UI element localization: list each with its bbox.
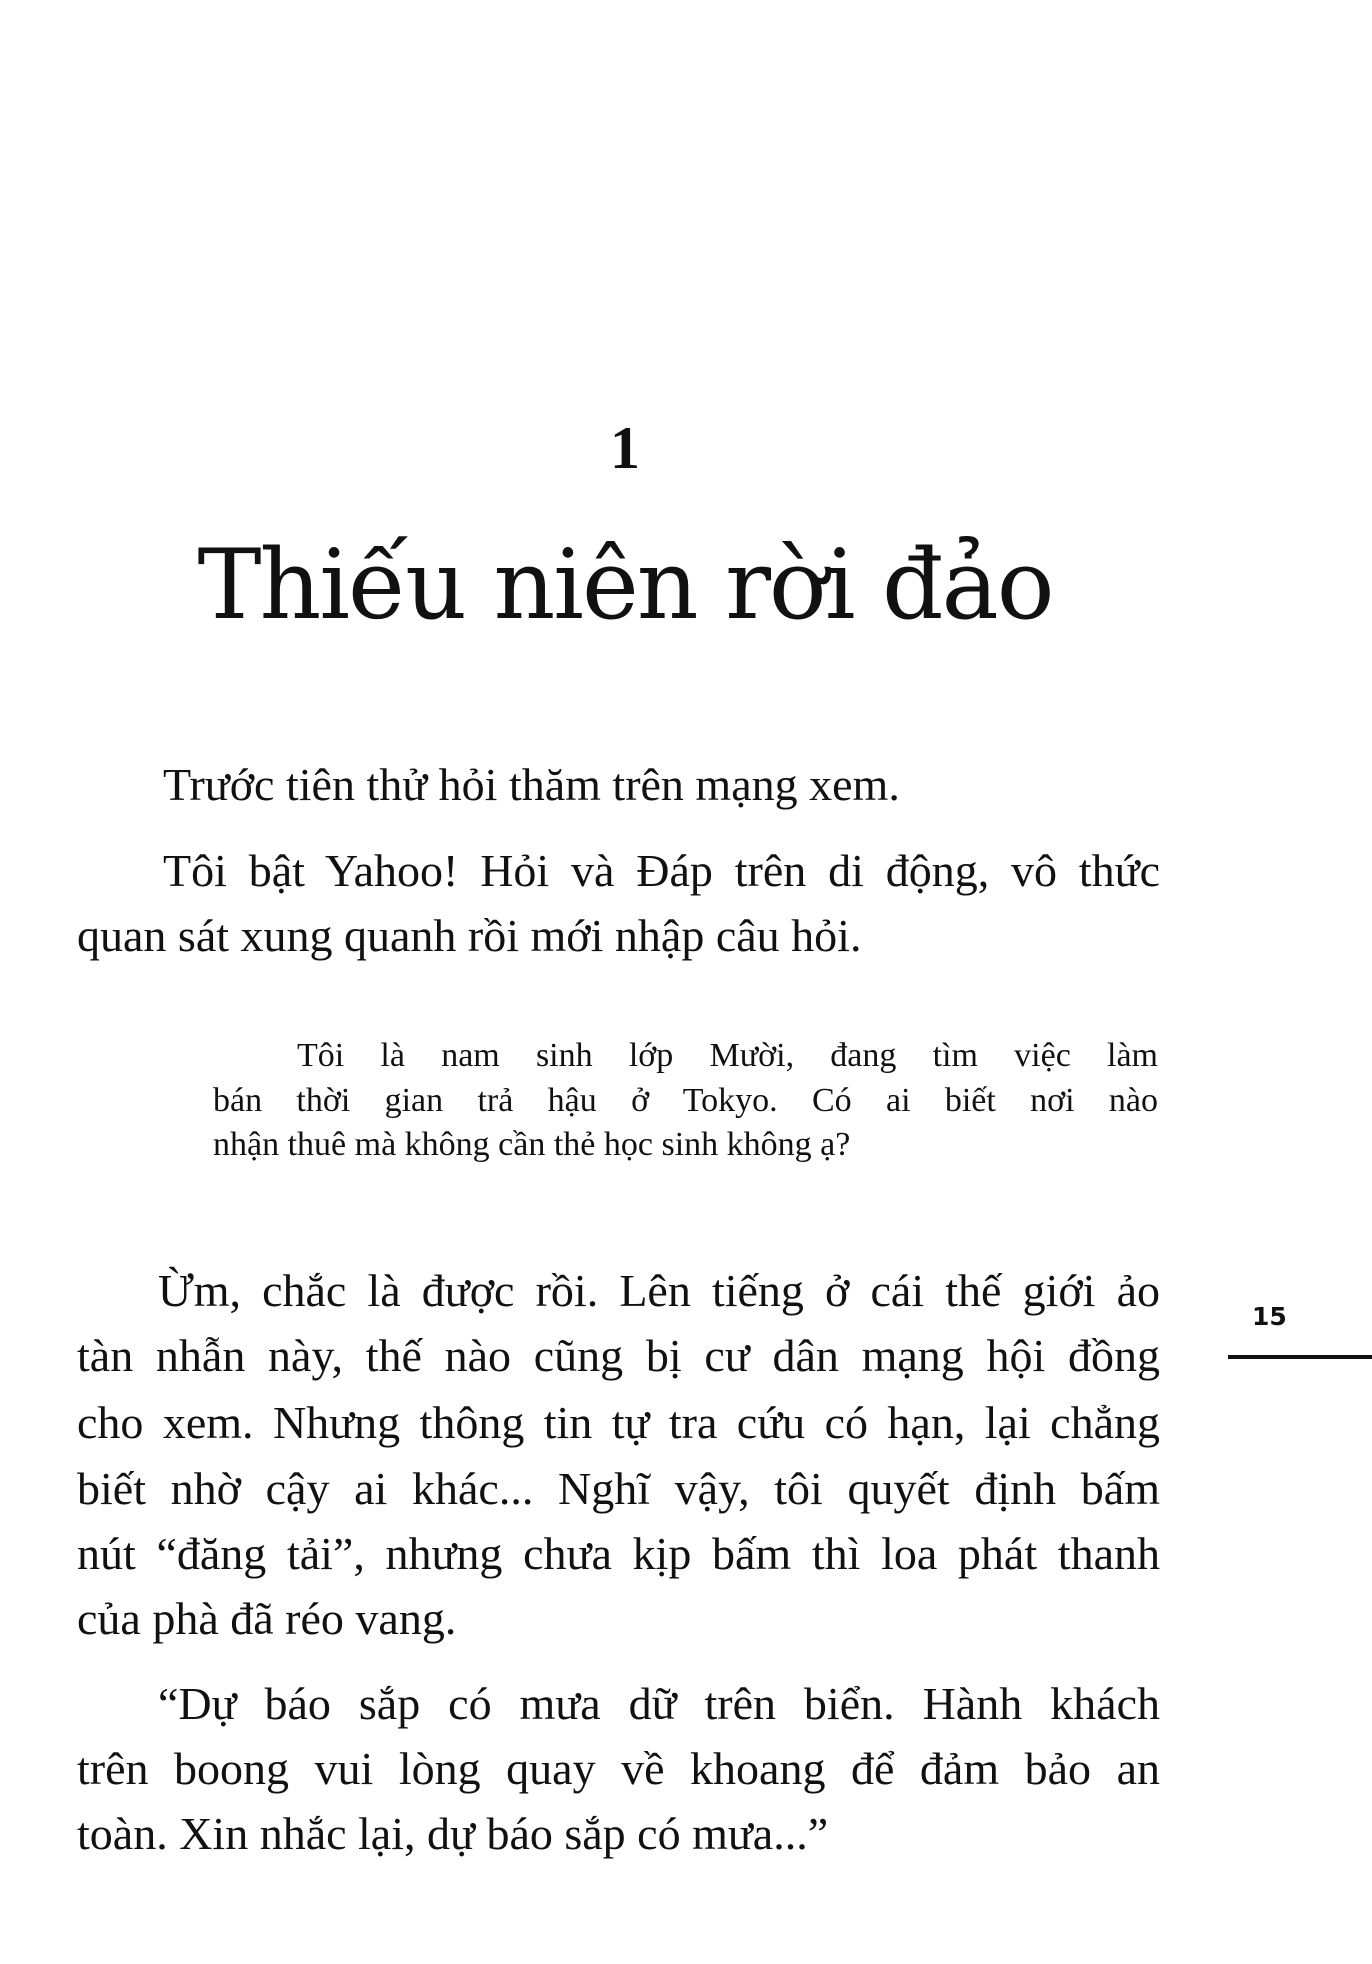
paragraph-1-line-1: Trước tiên thử hỏi thăm trên mạng xem. (163, 759, 900, 810)
paragraph-2-line-2: quan sát xung quanh rồi mới nhập câu hỏi. (77, 910, 862, 961)
paragraph-2-line-1: Tôi bật Yahoo! Hỏi và Đáp trên di động, vô thức (163, 845, 1160, 896)
quote-line-2: bán thời gian trả hậu ở Tokyo. Có ai biết nơi nào (213, 1082, 1158, 1119)
paragraph-4-line-3: cho xem. Nhưng thông tin tự tra cứu có hạn, lại chẳng (77, 1397, 1160, 1448)
chapter-title: Thiếu niên rời đảo (197, 529, 1053, 641)
paragraph-5-line-1: “Dự báo sắp có mưa dữ trên biển. Hành khách (158, 1678, 1160, 1729)
paragraph-5-line-3: toàn. Xin nhắc lại, dự báo sắp có mưa...” (77, 1808, 829, 1859)
paragraph-4-line-5: nút “đăng tải”, nhưng chưa kịp bấm thì loa phát thanh (77, 1528, 1160, 1579)
paragraph-4-line-2: tàn nhẫn này, thế nào cũng bị cư dân mạng hội đồng (77, 1330, 1160, 1381)
paragraph-4-line-4: biết nhờ cậy ai khác... Nghĩ vậy, tôi quyết định bấm (77, 1463, 1160, 1514)
paragraph-4-line-6: của phà đã réo vang. (77, 1593, 457, 1644)
paragraph-5-line-2: trên boong vui lòng quay về khoang để đảm bảo an (77, 1743, 1160, 1794)
paragraph-4-line-1: Ừm, chắc là được rồi. Lên tiếng ở cái thế giới ảo (158, 1265, 1160, 1316)
page-number: 15 (1252, 1302, 1287, 1331)
chapter-number: 1 (610, 415, 640, 481)
page-number-rule (1228, 1355, 1372, 1359)
quote-line-1: Tôi là nam sinh lớp Mười, đang tìm việc làm (297, 1037, 1158, 1074)
quote-line-3: nhận thuê mà không cần thẻ học sinh không ạ? (213, 1126, 851, 1163)
